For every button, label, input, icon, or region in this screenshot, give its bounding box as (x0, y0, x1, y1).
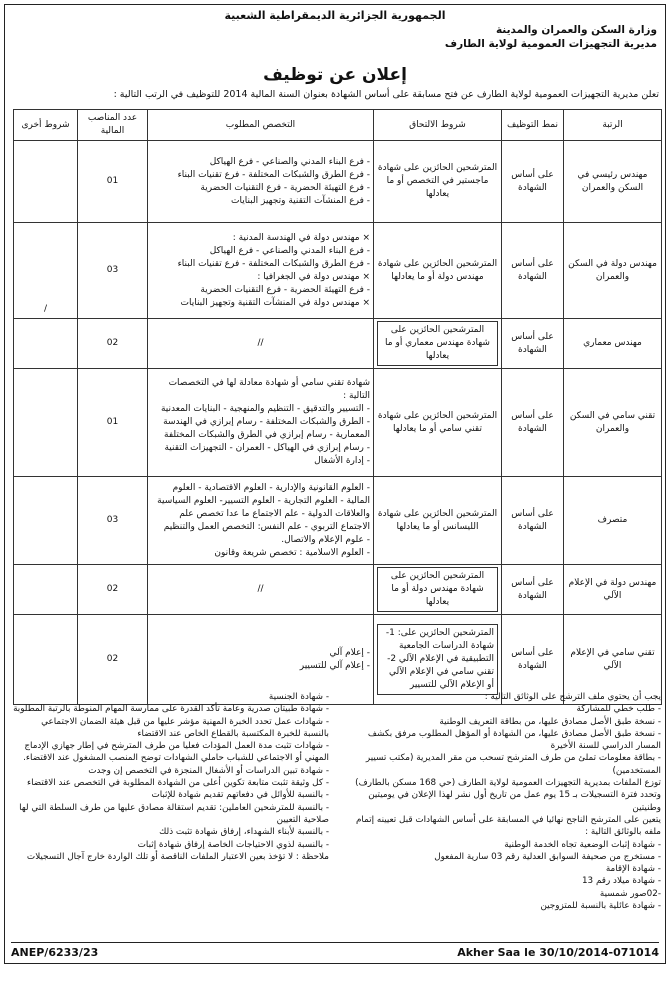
specialty-line: - إدارة الأشغال (314, 456, 370, 466)
other-cell (14, 565, 78, 615)
mode-cell: على أساس الشهادة (502, 141, 564, 223)
specialty-line: × مهندس دولة في الهندسة المدنية : (232, 232, 370, 243)
specialty-line: × مهندس دولة في الجغرافيا : (257, 271, 370, 282)
footer-line: يتعين على المترشح الناجح نهائيا في المسابقة على أساس الشهادات قبل تعيينه إتمام ملفه بالوثائق التالية : (355, 814, 661, 838)
additional-documents-column (13, 691, 329, 863)
conditions-cell (374, 319, 502, 369)
announcement-page (4, 4, 666, 964)
footer-line: - بالنسبة للمترشحين العاملين: تقديم استقالة مصادق عليها من طرف السلطة التي لها صلاحية التعيين (19, 802, 329, 825)
intro-text: تعلن مديرية التجهيزات العمومية لولاية الطارف عن فتح مسابقة على أساس الشهادة بعنوان السنة المالية 2014 للتوظيف في الرتب التالية : (113, 89, 659, 100)
header-mode: نمط التوظيف (502, 110, 564, 141)
rank-cell: تقني سامي في الإعلام الآلي (564, 615, 662, 705)
footer-line: - كل وثيقة تثبت متابعة تكوين أعلى من الشهادة المطلوبة في التخصص عند الاقتضاء (26, 778, 329, 789)
directorate-name: مديرية التجهيزات العمومية لولاية الطارف (444, 38, 657, 50)
table-row (14, 141, 662, 223)
specialty-line: - فرع المنشآت التقنية وتجهيز البنايات (231, 195, 370, 206)
specialty-cell (148, 141, 374, 223)
rank-cell: مهندس دولة في السكن والعمران (564, 223, 662, 319)
specialty-line: - علوم الإعلام والاتصال. (281, 534, 370, 545)
specialty-line: - الطرق والشبكات المختلفة - رسام إبرازي في الهندسة المعمارية - رسام إبرازي في الطرق والشبكات المختلفة (163, 417, 370, 440)
footer-line: - نسخة طبق الأصل مصادق عليها، من الشهادة أو المؤهل المطلوب مرفق بكشف المسار الدراسي للسنة الأخيرة (367, 728, 661, 752)
specialty-line: - فرع البناء المدني والصناعي - فرع الهياكل (209, 156, 370, 167)
other-cell (14, 369, 78, 477)
other-cell (14, 141, 78, 223)
footer-line: - شهادة الجنسية (268, 692, 329, 702)
specialty-line: - فرع التهيئة الحضرية - فرع التقنيات الحضرية (200, 182, 370, 193)
footer-note: ملاحظة : لا تؤخذ بعين الاعتبار الملفات الناقصة أو تلك الواردة خارج آجال التسجيلات (26, 851, 329, 862)
footer-line: - طلب خطي للمشاركة (576, 704, 661, 715)
header-conditions: شروط الالتحاق (374, 110, 502, 141)
other-cell: / (14, 223, 78, 319)
specialty-line: × مهندس دولة في المنشآت التقنية وتجهيز البنايات (180, 297, 370, 308)
conditions-box: المترشحين الحائزين على: 1- شهادة الدراسات الجامعية التطبيقية في الإعلام الآلي 2- تقني سامي في الإعلام الآلي أو الإعلام الآلي للتسيير (377, 624, 498, 695)
mode-cell: على أساس الشهادة (502, 369, 564, 477)
footer-line: - شهادة ميلاد رقم 13 (581, 876, 661, 887)
header-specialty: التخصص المطلوب (148, 110, 374, 141)
specialty-line: - فرع البناء المدني والصناعي - فرع الهياكل (209, 245, 370, 256)
conditions-box: المترشحين الحائزين على شهادة مهندس دولة أو ما يعادلها (377, 567, 498, 612)
rank-cell: تقني سامي في السكن والعمران (564, 369, 662, 477)
required-documents-column (345, 691, 661, 912)
rank-cell: مهندس دولة في الإعلام الآلي (564, 565, 662, 615)
specialty-line: - فرع الطرق والشبكات المختلفة - فرع تقنيات البناء (177, 169, 370, 180)
specialty-line: - إعلام آلي للتسيير (299, 660, 370, 671)
table-row (14, 565, 662, 615)
footer-line: يجب أن يحتوي ملف الترشح على الوثائق التالية : (484, 692, 661, 702)
table-header-row (14, 110, 662, 141)
mode-cell: على أساس الشهادة (502, 223, 564, 319)
footer-line: - شهادة الإقامة (605, 864, 661, 875)
specialty-line: // (257, 338, 264, 348)
positions-table (13, 109, 662, 705)
other-cell (14, 319, 78, 369)
other-cell (14, 477, 78, 565)
specialty-line: شهادة تقني سامي أو شهادة معادلة لها في التخصصات التالية : (168, 378, 370, 401)
specialty-line: - رسام إبرازي في الهياكل - العمران - التجهيزات التقنية (164, 443, 370, 453)
ministry-name: وزارة السكن والعمران والمدينة (495, 24, 657, 36)
footer-line: - بالنسبة للأوائل في دفعاتهم تقديم شهادة للإثبات (151, 790, 329, 801)
rank-cell: مهندس معماري (564, 319, 662, 369)
posts-cell: 02 (78, 319, 148, 369)
posts-cell: 02 (78, 615, 148, 705)
table-row (14, 369, 662, 477)
footer-line: - بطاقة معلومات تملئ من طرف المترشح تسحب من مقر المديرية (مكتب تسيير المستخدمين) (365, 753, 661, 776)
posts-cell: 02 (78, 565, 148, 615)
rank-cell: مهندس رئيسي في السكن والعمران (564, 141, 662, 223)
rank-cell: متصرف (564, 477, 662, 565)
table-row (14, 319, 662, 369)
newspaper-reference: Akher Saa le 30/10/2014-071014 (457, 946, 659, 959)
conditions-cell (374, 565, 502, 615)
conditions-box: المترشحين الحائزين على شهادة مهندس معماري أو ما يعادلها (377, 321, 498, 366)
posts-cell: 01 (78, 141, 148, 223)
footer-section (13, 691, 661, 937)
header-other: شروط أخرى (14, 110, 78, 141)
footer-line: - بالنسبة لأبناء الشهداء، إرفاق شهادة تثبت ذلك (159, 827, 329, 838)
conditions-cell: المترشحين الحائزين على شهادة مهندس دولة أو ما يعادلها (374, 223, 502, 319)
page-title: إعلان عن توظيف (263, 65, 407, 85)
footer-line: - مستخرج من صحيفة السوابق العدلية رقم 03 سارية المفعول (434, 851, 661, 862)
republic-header: الجمهورية الجزائرية الديمقراطية الشعبية (224, 9, 446, 22)
specialty-cell (148, 319, 374, 369)
specialty-cell (148, 223, 374, 319)
footer-line: - شهادات عمل تحدد الخبرة المهنية مؤشر عليها من قبل هيئة الضمان الاجتماعي بالنسبة للخبرة المكتسبة بالقطاع الخاص عند الاقتضاء (41, 716, 329, 739)
specialty-line: - التسيير والتدقيق - التنظيم والمنهجية - البنايات المعدنية (160, 404, 370, 414)
footer-line: -02صور شمسية (599, 888, 661, 899)
specialty-line: - العلوم الاسلامية : تخصص شريعة وقانون (214, 547, 370, 558)
mode-cell: على أساس الشهادة (502, 319, 564, 369)
footer-line: - شهادة تبين الدراسات أو الأشغال المنجزة في التخصص إن وجدت (88, 765, 329, 776)
table-row (14, 223, 662, 319)
table-row (14, 477, 662, 565)
footer-line: - شهادات تثبت مدة العمل المؤدات فعليا من طرف المترشح في إطار جهازي الإدماج المهني أو الاجتماعي للشباب حاملي الشهادات توضح المنصب المشغول عند الاقتضاء. (23, 741, 329, 764)
footer-line: - شهادة طبيتان صدرية وعامة تأكد القدرة على ممارسة المهام المنوطة بالرتبة المطلوبة (13, 704, 329, 715)
specialty-line: - العلوم القانونية والإدارية - العلوم الاقتصادية - العلوم المالية - العلوم التجارية - العلوم التسيير- العلوم السياسية والعلاقات الدولية - علم الاجتماع ما عدا تخصص علم الاجتماع التربوي - علم النفس: التخصص العمل والتنظيم (157, 482, 370, 532)
specialty-cell (148, 369, 374, 477)
footer-line: - شهادة إثبات الوضعية تجاه الخدمة الوطنية (504, 839, 661, 850)
specialty-line: - إعلام آلي (329, 647, 370, 658)
posts-cell: 03 (78, 477, 148, 565)
mode-cell: على أساس الشهادة (502, 615, 564, 705)
specialty-line: - فرع الطرق والشبكات المختلفة - فرع تقنيات البناء (177, 258, 370, 269)
mode-cell: على أساس الشهادة (502, 477, 564, 565)
specialty-line: // (257, 584, 264, 594)
mode-cell: على أساس الشهادة (502, 565, 564, 615)
anep-reference: ANEP/6233/23 (11, 946, 99, 959)
conditions-cell: المترشحين الحائزين على شهادة ماجستير في التخصص أو ما يعادلها (374, 141, 502, 223)
footer-line: - شهادة عائلية بالنسبة للمتزوجين (540, 901, 661, 912)
header-posts: عدد المناصب المالية (78, 110, 148, 141)
header-rank: الرتبة (564, 110, 662, 141)
posts-cell: 03 (78, 223, 148, 319)
posts-cell: 01 (78, 369, 148, 477)
footer-line: توزع الملفات بمديرية التجهيزات العمومية لولاية الطارف (حي 168 مسكن بالطارف) وتحدد فترة التسجيلات بـ 15 يوم عمل من تاريخ أول نشر لهذا الإعلان في يوميتين وطنيتين (355, 778, 661, 813)
footer-line: - نسخة طبق الأصل مصادق عليها، من بطاقة التعريف الوطنية (439, 716, 661, 727)
conditions-cell: المترشحين الحائزين على شهادة الليسانس أو ما يعادلها (374, 477, 502, 565)
institution-header (445, 23, 657, 51)
specialty-cell (148, 477, 374, 565)
footer-line: - بالنسبة لذوي الاحتياجات الخاصة إرفاق شهادة إثبات (137, 839, 329, 850)
specialty-cell (148, 565, 374, 615)
conditions-cell: المترشحين الحائزين على شهادة تقني سامي أو ما يعادلها (374, 369, 502, 477)
publication-footer (11, 942, 659, 961)
specialty-line: - فرع التهيئة الحضرية - فرع التقنيات الحضرية (200, 284, 370, 295)
